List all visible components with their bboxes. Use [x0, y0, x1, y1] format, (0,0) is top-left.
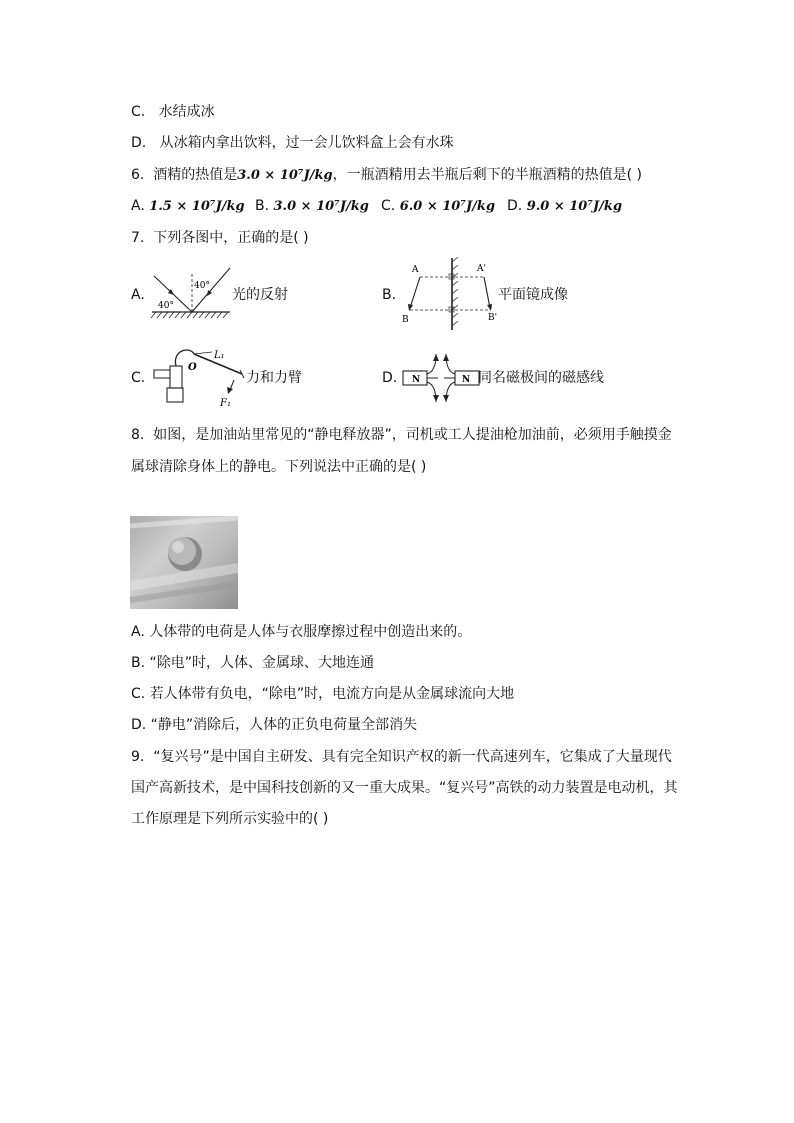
q7b-label-b-prime: B'	[488, 313, 498, 323]
q7b-label-a-prime: A'	[477, 264, 486, 274]
q5-option-d: D. 从冰箱内拿出饮料，过一会儿饮料盒上会有水珠	[131, 135, 454, 151]
q7-option-c-letter: C.	[131, 370, 146, 386]
q7a-angle-label-1: 40°	[158, 301, 174, 311]
q7c-label-l1: L₁	[214, 350, 225, 361]
q7d-pole-left: N	[412, 375, 421, 385]
q7-option-d-caption: 同名磁极间的磁感线	[478, 370, 604, 386]
q7c-label-f1: F₁	[220, 398, 231, 409]
q7b-label-b: B	[402, 315, 409, 325]
q9-stem-line3: 工作原理是下列所示实验中的( )	[131, 811, 329, 827]
q6-option-a: A. 1.5 × 10⁷J/kg	[131, 198, 245, 214]
q7a-angle-label-2: 40°	[194, 281, 210, 291]
lever-diagram	[150, 344, 250, 412]
q8-stem-line2: 属球清除身体上的静电。下列说法中正确的是( )	[131, 459, 427, 475]
q9-stem-line1: 9. “复兴号”是中国自主研发、具有完全知识产权的新一代高速列车，它集成了大量现代	[131, 749, 672, 765]
q6-option-d: D. 9.0 × 10⁷J/kg	[507, 198, 623, 214]
plane-mirror-diagram	[400, 256, 496, 332]
q7-option-c-caption: 力和力臂	[246, 370, 302, 386]
q7-option-b-letter: B.	[382, 287, 397, 303]
q8-option-a: A. 人体带的电荷是人体与衣服摩擦过程中创造出来的。	[131, 624, 472, 640]
q7-option-a-letter: A.	[131, 287, 145, 303]
static-discharger-image	[130, 516, 238, 609]
q8-option-c: C. 若人体带有负电，“除电”时，电流方向是从金属球流向大地	[131, 686, 515, 702]
q7-option-b-caption: 平面镜成像	[498, 287, 568, 303]
q9-stem-line2: 国产高新技术，是中国科技创新的又一重大成果。“复兴号”高铁的动力装置是电动机，其	[131, 780, 678, 796]
q7-option-d-letter: D.	[382, 370, 398, 386]
q6-heat-value: 3.0 × 10⁷J/kg	[237, 168, 333, 183]
q5-option-d-text: 从冰箱内拿出饮料，过一会儿饮料盒上会有水珠	[159, 135, 454, 151]
q7d-pole-right: N	[462, 375, 471, 385]
q8-option-d: D. “静电”消除后，人体的正负电荷量全部消失	[131, 717, 418, 733]
q7-stem: 7. 下列各图中，正确的是( )	[131, 230, 309, 246]
q8-option-b: B. “除电”时，人体、金属球、大地连通	[131, 655, 375, 671]
q7-option-a-caption: 光的反射	[232, 287, 288, 303]
q5-option-c: C. 水结成冰	[131, 104, 215, 120]
q6-option-b: B. 3.0 × 10⁷J/kg	[255, 198, 369, 214]
q8-stem-line1: 8. 如图，是加油站里常见的“静电释放器”，司机或工人提油枪加油前，必须用手触摸金	[131, 427, 672, 443]
q7c-label-o: O	[188, 362, 197, 373]
reflection-diagram	[150, 262, 234, 324]
q6-option-c: C. 6.0 × 10⁷J/kg	[381, 198, 496, 214]
q7b-label-a: A	[412, 265, 419, 275]
magnet-field-diagram	[400, 352, 480, 404]
q5-option-c-text: 水结成冰	[158, 104, 215, 120]
static-discharger-photo	[130, 516, 238, 609]
q6-options	[131, 196, 622, 217]
q6-stem: 6. 酒精的热值是3.0 × 10⁷J/kg，一瓶酒精用去半瓶后剩下的半瓶酒精的热值是( )	[131, 167, 642, 183]
